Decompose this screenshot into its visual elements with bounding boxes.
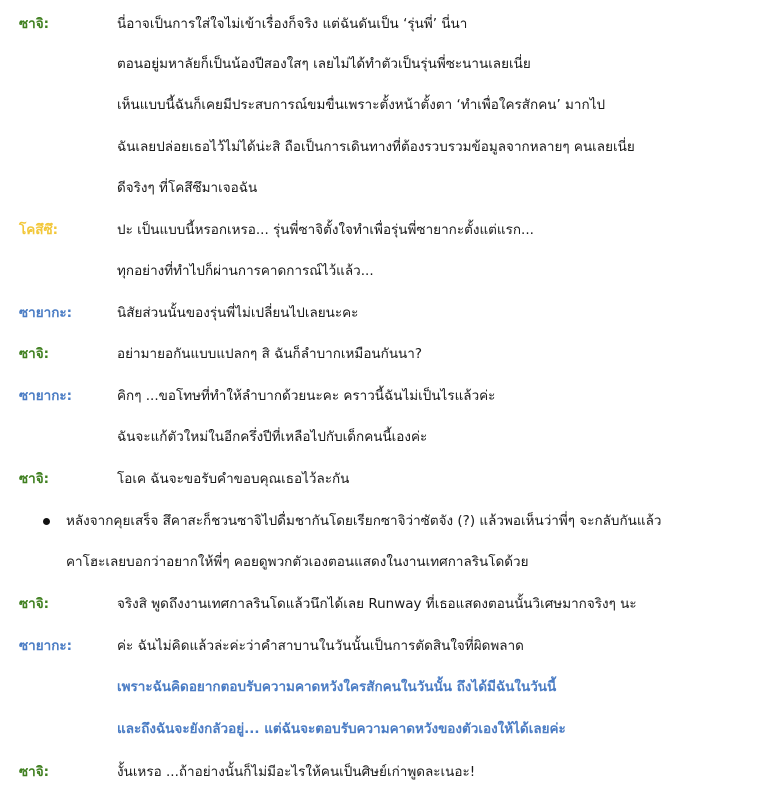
transcript-line bbox=[0, 717, 757, 741]
transcript-line bbox=[0, 12, 757, 36]
bullet-text-continued: คาโฮะเลยบอกว่าอยากให้พี่ๆ คอยดูพวกตัวเองตอนแสดงในงานเทศกาลรินโดด้วย bbox=[66, 554, 529, 570]
bullet-icon bbox=[43, 518, 50, 525]
dialogue-text: ค่ะ ฉันไม่คิดแล้วล่ะค่ะว่าคำสาบานในวันนั้นเป็นการตัดสินใจที่ผิดพลาด bbox=[117, 638, 524, 654]
transcript-line bbox=[0, 259, 757, 283]
speaker-name: ซาจิ: bbox=[19, 764, 50, 780]
transcript-line bbox=[0, 176, 757, 200]
dialogue-text: ทุกอย่างที่ทำไปก็ผ่านการคาดการณ์ไว้แล้ว... bbox=[117, 263, 374, 279]
dialogue-text: เห็นแบบนี้ฉันก็เคยมีประสบการณ์ขมขื่นเพราะตั้งหน้าตั้งตา ‘ทำเพื่อใครสักคน’ มากไป bbox=[117, 97, 606, 113]
dialogue-text: งั้นเหรอ ...ถ้าอย่างนั้นก็ไม่มีอะไรให้คนเป็นศิษย์เก่าพูดละเนอะ! bbox=[117, 764, 476, 780]
speaker-name: ซายากะ: bbox=[19, 305, 73, 321]
bullet-text: หลังจากคุยเสร็จ สึคาสะก็ชวนซาจิไปดื่มชากันโดยเรียกซาจิว่าซัตจัง (?) แล้วพอเห็นว่าพี่ๆ จะกลับกันแล้ว bbox=[66, 513, 662, 529]
highlighted-dialogue: เพราะฉันคิดอยากตอบรับความคาดหวังใครสักคนในวันนั้น ถึงได้มีฉันในวันนี้ bbox=[117, 679, 557, 695]
speaker-name: ซาจิ: bbox=[19, 471, 50, 487]
dialogue-text: นิสัยส่วนนั้นของรุ่นพี่ไม่เปลี่ยนไปเลยนะคะ bbox=[117, 305, 359, 321]
dialogue-text: นี่อาจเป็นการใส่ใจไม่เข้าเรื่องก็จริง แต่ฉันดันเป็น ‘รุ่นพี่’ นี่นา bbox=[117, 16, 468, 32]
transcript-line bbox=[0, 135, 757, 159]
speaker-name: ซายากะ: bbox=[19, 638, 73, 654]
transcript-line bbox=[0, 592, 757, 616]
transcript-line bbox=[0, 425, 757, 449]
transcript-line bbox=[0, 218, 757, 242]
speaker-name: ซาจิ: bbox=[19, 596, 50, 612]
transcript-line bbox=[0, 634, 757, 658]
transcript-line bbox=[0, 675, 757, 699]
transcript-line bbox=[0, 760, 757, 784]
transcript-line bbox=[0, 342, 757, 366]
speaker-name: ซาจิ: bbox=[19, 346, 50, 362]
dialogue-text: อย่ามายอกันแบบแปลกๆ สิ ฉันก็ลำบากเหมือนกันนา? bbox=[117, 346, 423, 362]
transcript-line bbox=[0, 93, 757, 117]
dialogue-text: คิกๆ ...ขอโทษที่ทำให้ลำบากด้วยนะคะ คราวนี้ฉันไม่เป็นไรแล้วค่ะ bbox=[117, 388, 496, 404]
transcript-line bbox=[0, 509, 757, 533]
dialogue-text: ฉันจะแก้ตัวใหม่ในอีกครึ่งปีที่เหลือไปกับเด็กคนนี้เองค่ะ bbox=[117, 429, 428, 445]
transcript-line bbox=[0, 550, 757, 574]
speaker-name: ซาจิ: bbox=[19, 16, 50, 32]
dialogue-text: ตอนอยู่มหาลัยก็เป็นน้องปีสองใสๆ เลยไม่ได้ทำตัวเป็นรุ่นพี่ซะนานเลยเนี่ย bbox=[117, 56, 531, 72]
transcript-line bbox=[0, 301, 757, 325]
transcript-line bbox=[0, 384, 757, 408]
dialogue-text: โอเค ฉันจะขอรับคำขอบคุณเธอไว้ละกัน bbox=[117, 471, 350, 487]
dialogue-text: ฉันเลยปล่อยเธอไว้ไม่ได้น่ะสิ ถือเป็นการเดินทางที่ต้องรวบรวมข้อมูลจากหลายๆ คนเลยเนี่ย bbox=[117, 139, 635, 155]
dialogue-text: ดีจริงๆ ที่โคสึซึมาเจอฉัน bbox=[117, 180, 258, 196]
highlighted-dialogue: และถึงฉันจะยังกลัวอยู่... แต่ฉันจะตอบรับความคาดหวังของตัวเองให้ได้เลยค่ะ bbox=[117, 721, 566, 737]
speaker-name: โคสึซึ: bbox=[19, 222, 59, 238]
transcript-line bbox=[0, 467, 757, 491]
transcript-line bbox=[0, 52, 757, 76]
dialogue-text: จริงสิ พูดถึงงานเทศกาลรินโดแล้วนึกได้เลย Runway ที่เธอแสดงตอนนั้นวิเศษมากจริงๆ นะ bbox=[117, 596, 637, 612]
speaker-name: ซายากะ: bbox=[19, 388, 73, 404]
dialogue-text: ปะ เป็นแบบนี้หรอกเหรอ... รุ่นพี่ซาจิตั้งใจทำเพื่อรุ่นพี่ซายากะตั้งแต่แรก... bbox=[117, 222, 534, 238]
